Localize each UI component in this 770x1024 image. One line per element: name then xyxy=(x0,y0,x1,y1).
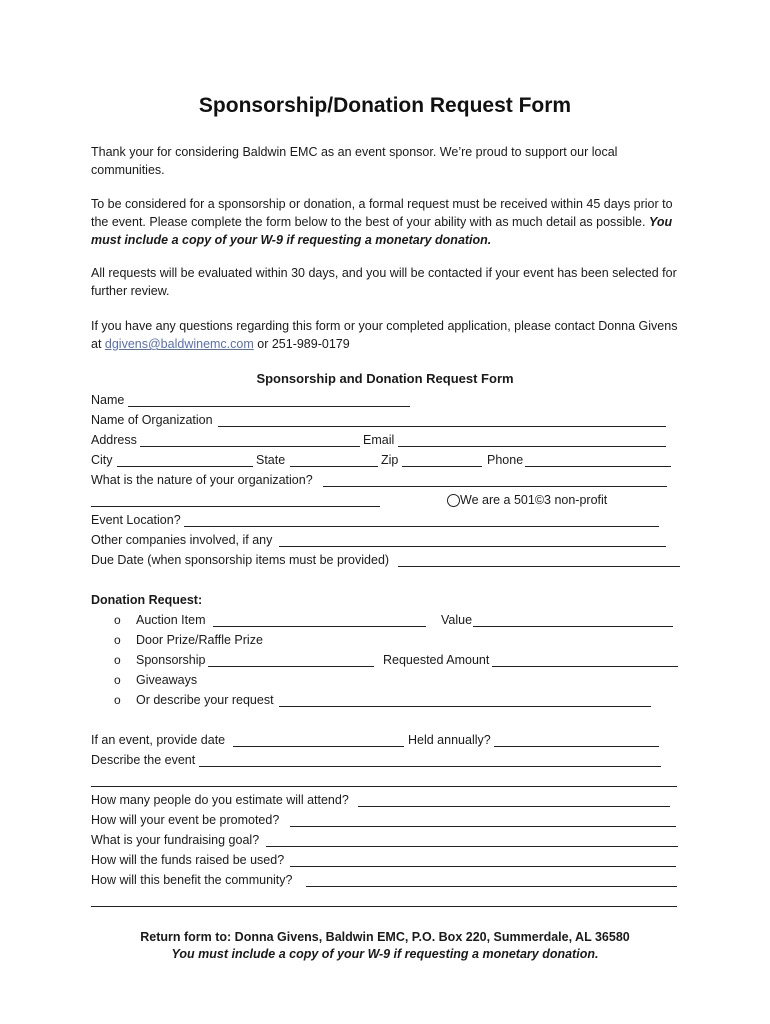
contact-phone: or 251-989-0179 xyxy=(253,337,350,351)
intro-paragraph-evaluation: All requests will be evaluated within 30 days, and you will be contacted if your event has been selected for further review. xyxy=(91,266,677,298)
organization-field[interactable] xyxy=(218,426,666,427)
held-annually-field[interactable] xyxy=(494,746,659,747)
intro-paragraph-thanks: Thank your for considering Baldwin EMC as an event sponsor. We’re proud to support our local communities. xyxy=(91,145,618,177)
event-date-label: If an event, provide date xyxy=(91,733,226,747)
due-date-field[interactable] xyxy=(398,566,680,567)
funds-usage-label: How will the funds raised be used? xyxy=(91,853,285,867)
describe-event-field-continued[interactable] xyxy=(91,786,677,787)
funds-usage-field[interactable] xyxy=(290,866,676,867)
auction-item-label: Auction Item xyxy=(136,613,206,627)
promotion-label: How will your event be promoted? xyxy=(91,813,280,827)
name-label: Name xyxy=(91,393,125,407)
community-benefit-field[interactable] xyxy=(306,886,677,887)
bullet-icon: o xyxy=(114,633,121,647)
other-companies-label: Other companies involved, if any xyxy=(91,533,273,547)
page-title: Sponsorship/Donation Request Form xyxy=(198,94,572,117)
return-address: Return form to: Donna Givens, Baldwin EMC, P.O. Box 220, Summerdale, AL 36580 xyxy=(140,930,630,944)
describe-request-field[interactable] xyxy=(279,706,651,707)
w9-notice: You must include a copy of your W-9 if requesting a monetary donation. xyxy=(91,215,673,247)
event-location-label: Event Location? xyxy=(91,513,181,527)
name-field[interactable] xyxy=(128,406,410,407)
describe-request-label: Or describe your request xyxy=(136,693,274,707)
address-label: Address xyxy=(91,433,137,447)
requested-amount-field[interactable] xyxy=(492,666,678,667)
nature-field[interactable] xyxy=(323,486,667,487)
fundraising-goal-field[interactable] xyxy=(266,846,678,847)
nature-label: What is the nature of your organization? xyxy=(91,473,313,487)
donation-heading: Donation Request: xyxy=(91,593,203,607)
requested-amount-label: Requested Amount xyxy=(383,653,490,667)
address-field[interactable] xyxy=(140,446,360,447)
bullet-icon: o xyxy=(114,653,121,667)
event-location-field[interactable] xyxy=(184,526,659,527)
describe-event-field[interactable] xyxy=(199,766,661,767)
city-label: City xyxy=(91,453,113,467)
intro-paragraph-deadline xyxy=(91,195,691,249)
state-label: State xyxy=(256,453,286,467)
event-date-field[interactable] xyxy=(233,746,404,747)
community-benefit-label: How will this benefit the community? xyxy=(91,873,293,887)
contact-email-link[interactable]: dgivens@baldwinemc.com xyxy=(104,337,254,351)
form-heading: Sponsorship and Donation Request Form xyxy=(256,371,514,386)
zip-field[interactable] xyxy=(402,466,482,467)
giveaways-label: Giveaways xyxy=(136,673,198,687)
attendance-label: How many people do you estimate will attend? xyxy=(91,793,349,807)
email-label: Email xyxy=(363,433,395,447)
describe-event-label: Describe the event xyxy=(91,753,196,767)
promotion-field[interactable] xyxy=(290,826,676,827)
sponsorship-field[interactable] xyxy=(208,666,374,667)
value-label: Value xyxy=(441,613,473,627)
nonprofit-label: We are a 501©3 non-profit xyxy=(460,493,608,507)
attendance-field[interactable] xyxy=(358,806,670,807)
auction-item-field[interactable] xyxy=(213,626,426,627)
fundraising-goal-label: What is your fundraising goal? xyxy=(91,833,260,847)
contact-text: If you have any questions regarding this form or your completed application, please contact Donna Givens at xyxy=(91,319,678,351)
phone-label: Phone xyxy=(487,453,524,467)
held-annually-label: Held annually? xyxy=(408,733,491,747)
zip-label: Zip xyxy=(381,453,399,467)
sponsorship-label: Sponsorship xyxy=(136,653,206,667)
value-field[interactable] xyxy=(473,626,673,627)
organization-label: Name of Organization xyxy=(91,413,213,427)
phone-field[interactable] xyxy=(525,466,671,467)
bullet-icon: o xyxy=(114,613,121,627)
footer-w9-notice: You must include a copy of your W-9 if requesting a monetary donation. xyxy=(171,947,599,961)
city-field[interactable] xyxy=(117,466,253,467)
nature-field-continued[interactable] xyxy=(91,506,380,507)
state-field[interactable] xyxy=(290,466,378,467)
deadline-text: To be considered for a sponsorship or donation, a formal request must be received within 45 days prior to the event. Please complete the form below to the best of your ability with as much detail as possible. xyxy=(91,197,673,229)
nonprofit-radio[interactable] xyxy=(447,494,460,507)
due-date-label: Due Date (when sponsorship items must be provided) xyxy=(91,553,390,567)
other-companies-field[interactable] xyxy=(279,546,666,547)
email-field[interactable] xyxy=(398,446,666,447)
door-prize-label: Door Prize/Raffle Prize xyxy=(136,633,263,647)
bullet-icon: o xyxy=(114,693,121,707)
intro-paragraph-contact xyxy=(91,317,691,353)
bullet-icon: o xyxy=(114,673,121,687)
community-benefit-field-continued[interactable] xyxy=(91,906,677,907)
